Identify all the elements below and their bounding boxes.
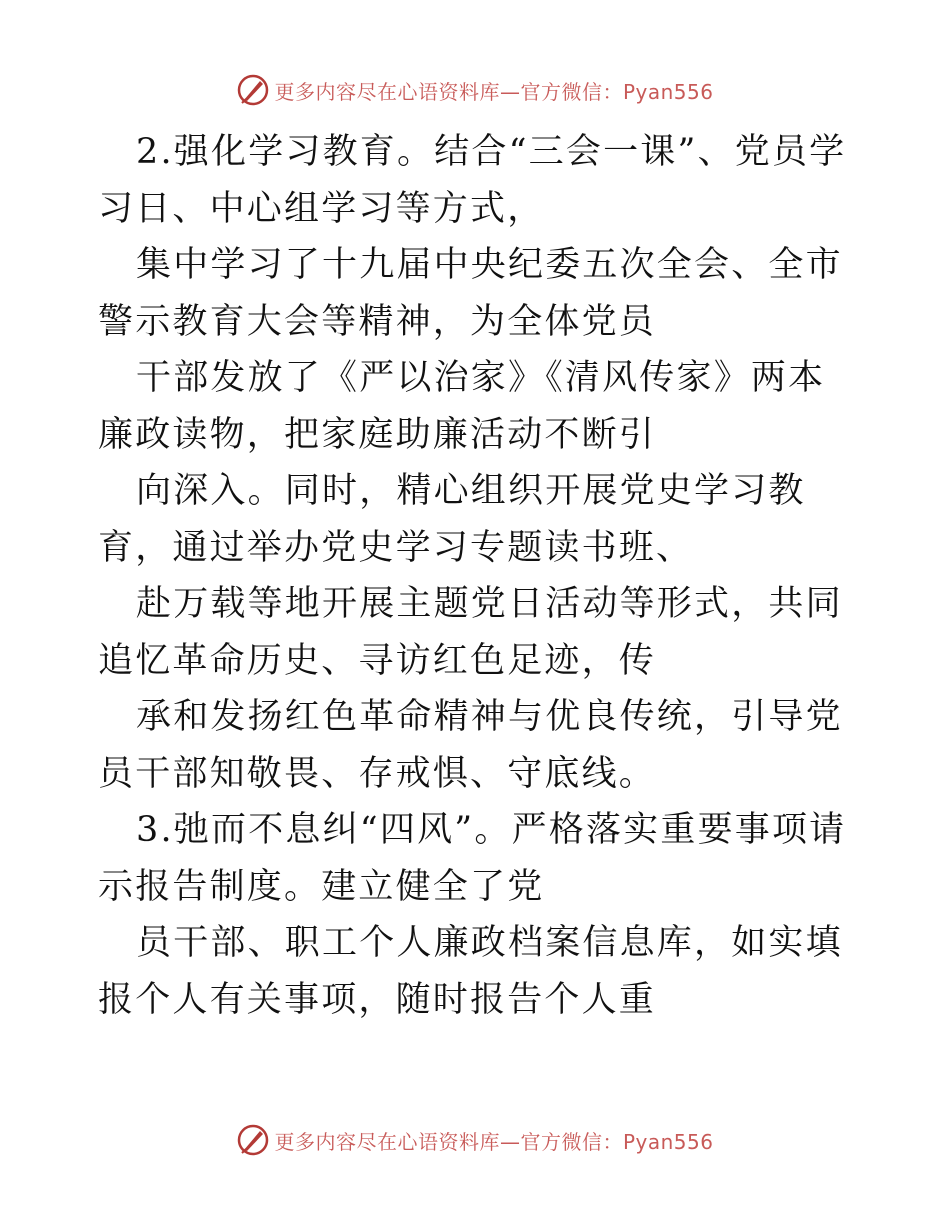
paragraph: 干部发放了《严以治家》《清风传家》两本廉政读物，把家庭助廉活动不断引 (98, 358, 826, 455)
header-watermark-banner (0, 70, 950, 110)
paragraph: 赴万载等地开展主题党日活动等形式，共同追忆革命历史、寻访红色足迹，传 (98, 584, 843, 681)
footer-watermark-text: 更多内容尽在心语资料库—官方微信：Pyan556 (274, 1129, 714, 1154)
paragraph: 员干部、职工个人廉政档案信息库，如实填报个人有关事项，随时报告个人重 (98, 923, 843, 1020)
paragraph: 承和发扬红色革命精神与优良传统，引导党员干部知敬畏、存戒惧、守底线。 (98, 697, 843, 794)
quill-pen-logo-icon (236, 1123, 270, 1157)
footer-watermark-banner (0, 1120, 950, 1160)
paragraph: 3.弛而不息纠“四风”。严格落实重要事项请示报告制度。建立健全了党 (98, 810, 847, 907)
paragraph: 2.强化学习教育。结合“三会一课”、党员学习日、中心组学习等方式， (98, 132, 847, 229)
paragraph: 集中学习了十九届中央纪委五次全会、全市警示教育大会等精神，为全体党员 (98, 245, 843, 342)
paragraph: 向深入。同时，精心组织开展党史学习教育，通过举办党史学习专题读书班、 (98, 471, 806, 568)
quill-pen-logo-icon (236, 73, 270, 107)
header-watermark-text: 更多内容尽在心语资料库—官方微信：Pyan556 (274, 79, 714, 104)
document-body (98, 124, 858, 1028)
